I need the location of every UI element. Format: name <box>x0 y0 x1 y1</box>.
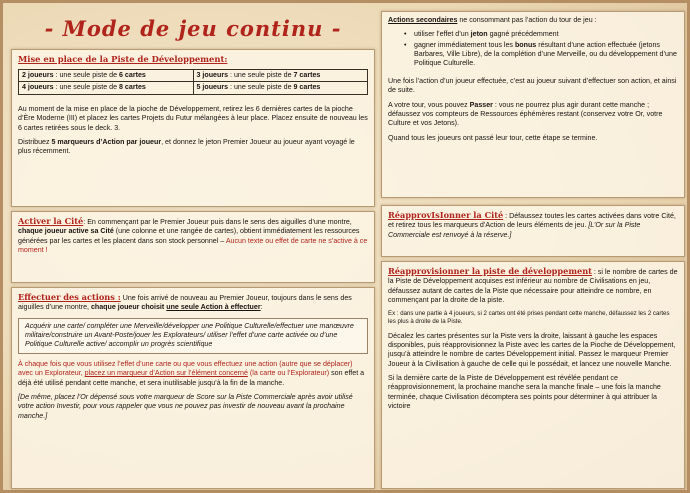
setup-box <box>11 49 375 207</box>
actions-intro: Effectuer des actions : Une fois arrivé de nouveau au Premier Joueur, toujours dans le sens des aiguilles d’une montre, chaque joueur choisit une seule Action à effectuer: <box>18 292 352 312</box>
activate-city-text: Activer la Cité: En commençant par le Premier Joueur puis dans le sens des aiguilles d’une montre, chaque joueur active sa Cité (une colonne et une rangée de cartes), obtient immédiatement les ressources générées par les cartes et les placent dans son stock personnel – Aucun texte ou effet de carte ne s’active à ce moment ! <box>18 216 368 255</box>
next-player-paragraph: Une fois l’action d’un joueur effectuée, c’est au joueur suivant d’effectuer son action, et ainsi de suite. <box>388 76 677 95</box>
resupply-city-text: RéapprovIsIonner la Cité : Défaussez toutes les cartes activées dans votre Cité, et retirez tous les marqueurs d’Action de leurs éléments de jeu. [L’Or sur la Piste Commerciale est renvoyé à la réserve.] <box>388 210 676 239</box>
resupply-city-heading: RéapprovIsIonner la Cité <box>388 210 504 220</box>
activate-city-box <box>11 211 375 283</box>
action-marker-paragraph: À chaque fois que vous utilisez l’effet d’une carte ou que vous effectuez une action (autre que se déplacer) avec un Explorateur, placez un marqueur d’Action sur l’élément concerné (la carte ou l’Explorateur) son effet a déjà été utilisé pendant cette manche, et sera inutilisable jusqu’à la fin de la manche. <box>18 359 365 387</box>
table-cell: 3 joueurs : une seule piste de 7 cartes <box>193 70 368 82</box>
investment-note: [De même, placez l’Or dépensé sous votre marqueur de Score sur la Piste Commerciale après avoir utilisé votre action Investir, pour vous rappeler que vous ne pouvez pas investir de nouveau avant la prochaine manche.] <box>18 392 353 420</box>
secondary-list <box>406 30 678 68</box>
pass-paragraph: A votre tour, vous pouvez Passer : vous ne pourrez plus agir durant cette manche ; défaussez vos compteurs de Ressources éphémères restant (conservez votre Or, votre Culture et vos Jetons). <box>388 100 663 128</box>
end-step-paragraph: Quand tous les joueurs ont passé leur tour, cette étape se termine. <box>388 133 598 142</box>
shift-cards-paragraph: Décalez les cartes présentes sur la Piste vers la droite, laissant à gauche les espaces disponibles, puis réapprovisionnez la Piste avec les cartes de la Pioche de Développement, jusqu’à atteindre le nombre de cartes Développement initial. Passez le marqueur Premier Joueur à la Civilisation à gauche de celle qui le possédait, et lancez une nouvelle Manche. <box>388 331 676 368</box>
resupply-city-box <box>381 205 685 257</box>
actions-box <box>11 287 375 489</box>
setup-paragraph: Au moment de la mise en place de la pioche de Développement, retirez les 6 dernières cartes de la pioche d’Ère Moderne (III) et placez les cartes Projets du Futur mélangées à leur place. Placez ensuite de nouveau les 6 cartes retirées sous le deck. 3. <box>18 104 368 132</box>
page-title: - Mode de jeu continu - <box>44 16 342 41</box>
secondary-actions-box <box>381 11 685 198</box>
example-note: Ex : dans une partie à 4 joueurs, si 2 cartes ont été prises pendant cette manche, défaussez les 2 cartes les plus à droite de la Piste. <box>388 310 670 326</box>
final-round-paragraph: Si la dernière carte de la Piste de Développement est révélée pendant ce réapprovisionnement, la prochaine manche sera la manche finale – une fois la manche terminée, chaque Civilisation décomptera ses points pour déterminer à qui attribuer la victoire <box>388 373 661 411</box>
players-table <box>18 69 368 95</box>
list-item: • utiliser l’effet d’un jeton gagné précédemment <box>406 30 678 39</box>
list-item: • gagner immédiatement tous les bonus résultant d’une action effectuée (jetons Barbares, Ville Libre), de la complétion d’une Merveille, ou du développement d’une Politique Culturelle. <box>406 41 678 69</box>
left-column <box>11 11 375 420</box>
actions-heading: Effectuer des actions : <box>18 292 121 302</box>
table-row <box>19 82 368 94</box>
activate-city-heading: Activer la Cité <box>18 216 84 226</box>
table-cell: 5 joueurs : une seule piste de 9 cartes <box>193 82 368 94</box>
table-cell: 4 joueurs : une seule piste de 8 cartes <box>19 82 194 94</box>
setup-heading: Mise en place de la Piste de Développement: <box>18 54 228 64</box>
resupply-track-text: Réapprovisionner la piste de développement : si le nombre de cartes de la Piste de Développement acquises est inférieur au nombre de Civilisations en jeu, défaussez autant de cartes de la Piste que nécessaire pour atteindre ce nombre, en commençant par la droite de la piste. <box>388 266 678 305</box>
resupply-track-box <box>381 261 685 489</box>
setup-distribute-paragraph: Distribuez 5 marqueurs d’Action par joueur, et donnez le jeton Premier Joueur au joueur ayant voyagé le plus récemment. <box>18 137 355 156</box>
secondary-intro: Actions secondaires ne consommant pas l’action du tour de jeu : <box>388 16 597 24</box>
table-cell: 2 joueurs : une seule piste de 6 cartes <box>19 70 194 82</box>
action-list-box: Acquérir une carte/ compléter une Merveille/développer une Politique Culturelle/effectuer une manœuvre militaire/construire un Avant-Poste/jouer les Explorateurs/ utiliser l’effet d’une carte activée ou d’une Politique Culturelle active/ accomplir un progrès scientifique <box>18 318 368 354</box>
table-row <box>19 70 368 82</box>
secondary-heading: Actions secondaires <box>388 16 458 24</box>
resupply-track-heading: Réapprovisionner la piste de développement <box>388 266 592 276</box>
